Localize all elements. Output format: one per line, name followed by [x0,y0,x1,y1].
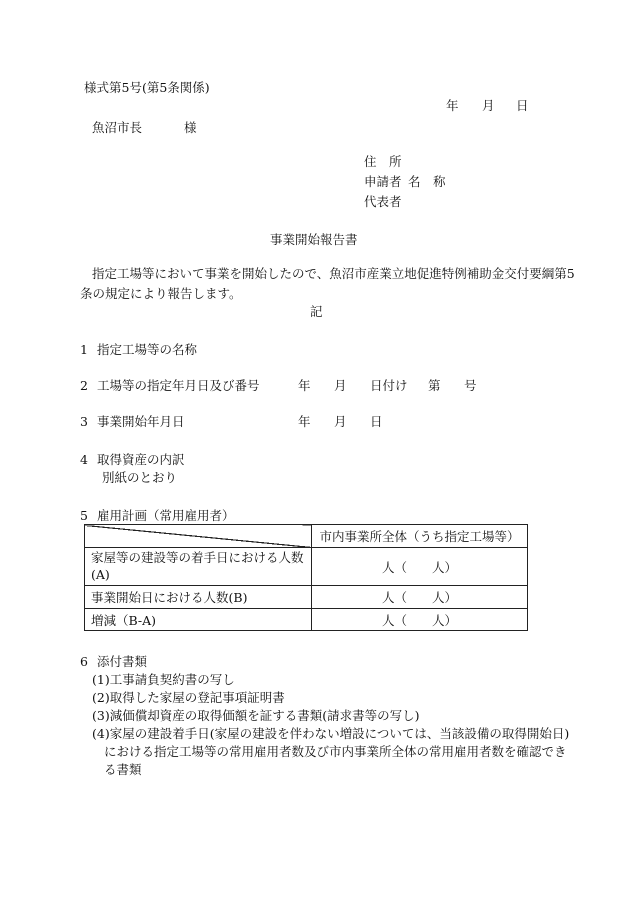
table-corner-cell [85,525,312,548]
attachment-item-cont: における指定工場等の常用雇用者数及び市内事業所全体の常用雇用者数を確認でき [104,744,567,759]
row-label: 事業開始日における人数(B) [85,586,312,609]
item2-go: 号 [464,378,477,393]
table-row [85,548,528,586]
item5-label: 雇用計画（常用雇用者） [97,508,235,523]
item6-label: 添付書類 [97,654,148,669]
item3-day: 日 [370,414,383,429]
item2-number: 2 [80,378,88,393]
item3-number: 3 [80,414,88,429]
item2-year: 年 [298,378,311,393]
row-value: 人（ 人） [312,586,528,609]
attachment-item: (4)家屋の建設着手日(家屋の建設を伴わない増設については、当該設備の取得開始日) [92,726,570,741]
ki-marker: 記 [310,304,323,319]
item2-dai: 第 [428,378,441,393]
item1-label: 指定工場等の名称 [97,342,198,357]
item4-number: 4 [80,452,88,467]
row-value: 人（ 人） [312,609,528,631]
employment-table [84,524,528,631]
name-label: 名 称 [408,174,446,189]
item3-year: 年 [298,414,311,429]
form-number: 様式第5号(第5条関係) [84,80,210,95]
item5-number: 5 [80,508,88,523]
row-value: 人（ 人） [312,548,528,586]
row-label-line1: 家屋等の建設等の着手日における人数 [91,549,304,565]
attachment-item: (3)減価償却資産の取得価額を証する書類(請求書等の写し) [92,708,420,723]
row-label [85,548,312,586]
addressee-name: 魚沼市長 [92,120,143,135]
item3-month: 月 [334,414,347,429]
table-row [85,609,528,631]
document-title: 事業開始報告書 [270,232,358,247]
date-year: 年 [446,98,459,113]
item2-label: 工場等の指定年月日及び番号 [97,378,260,393]
applicant-label: 申請者 [364,174,402,189]
addressee-honorific: 様 [184,120,197,135]
address-label: 住 所 [364,154,402,169]
body-text-line2: 条の規定により報告します。 [80,286,242,301]
item4-label: 取得資産の内訳 [97,452,185,467]
attachment-item: (2)取得した家屋の登記事項証明書 [92,690,285,705]
body-text-line1: 指定工場等において事業を開始したので、魚沼市産業立地促進特例補助金交付要綱第5 [92,266,575,281]
attachment-item: (1)工事請負契約書の写し [92,672,235,687]
attachment-item-cont: る書類 [104,762,142,777]
item3-label: 事業開始年月日 [97,414,185,429]
date-day: 日 [516,98,529,113]
date-month: 月 [482,98,495,113]
table-header-row [85,525,528,548]
table-row [85,586,528,609]
item1-number: 1 [80,342,88,357]
item2-day-suffix: 日付け [370,378,408,393]
representative-label: 代表者 [364,194,402,209]
table-header-cell: 市内事業所全体（うち指定工場等） [312,525,528,548]
item6-number: 6 [80,654,88,669]
item4-sub: 別紙のとおり [102,470,178,485]
row-label: 増減（B-A) [85,609,312,631]
item2-month: 月 [334,378,347,393]
row-label-line2: (A) [91,566,110,582]
